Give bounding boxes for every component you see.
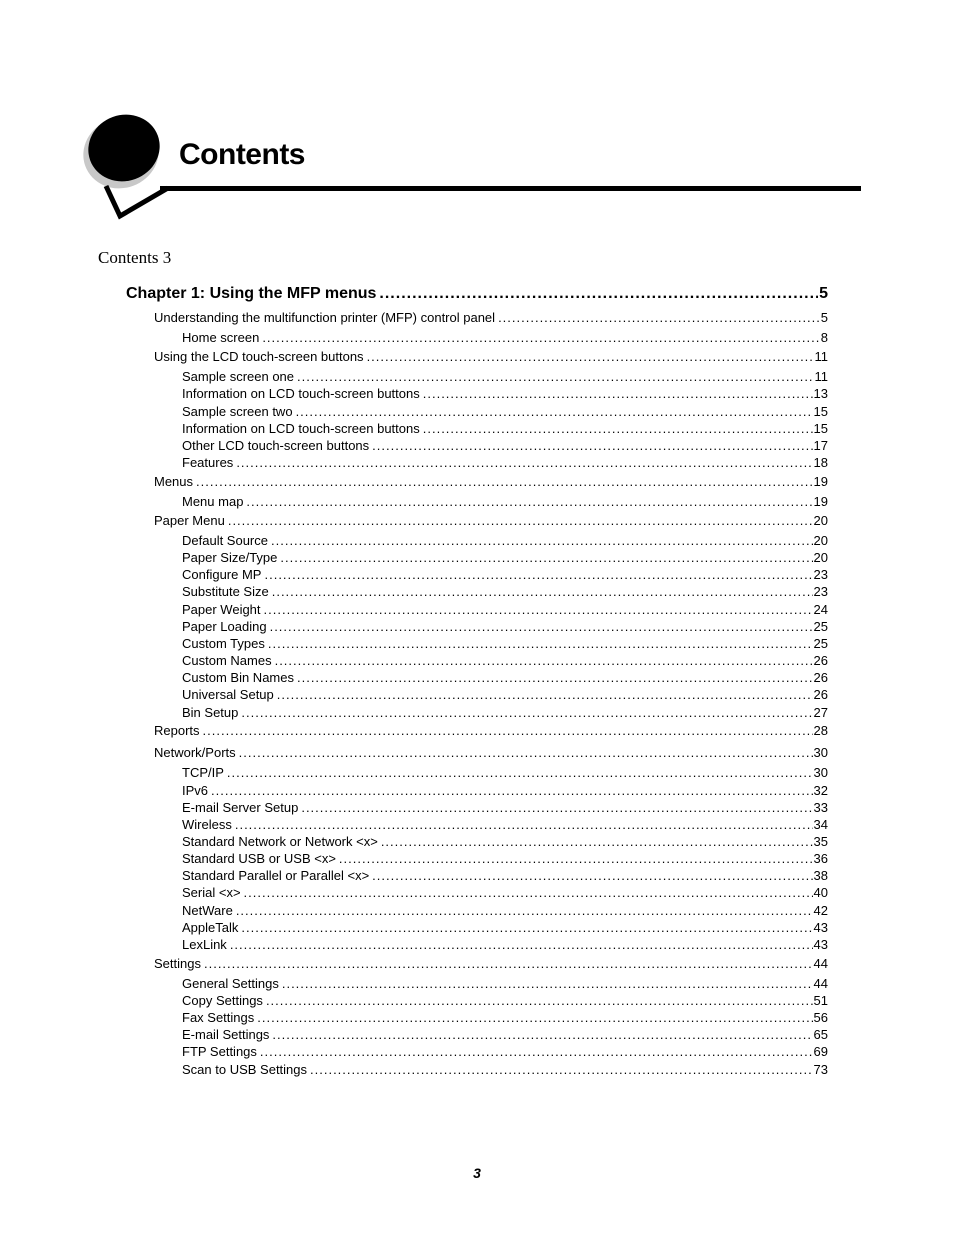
- toc-entry[interactable]: [182, 885, 828, 901]
- toc-entry-page: 5: [819, 285, 828, 302]
- toc-leader-dots: [297, 369, 813, 385]
- toc-entry-page: 73: [813, 1062, 828, 1077]
- toc-entry-page: 13: [813, 386, 828, 401]
- toc-entry-label: Information on LCD touch-screen buttons: [182, 386, 420, 401]
- toc-leader-dots: [268, 636, 813, 652]
- toc-entry-page: 11: [814, 349, 828, 364]
- toc-leader-dots: [277, 687, 813, 703]
- toc-leader-dots: [230, 937, 813, 953]
- toc-entry[interactable]: [182, 404, 828, 420]
- page-number: 3: [473, 1165, 481, 1181]
- toc-entry-label: General Settings: [182, 976, 279, 991]
- toc-entry-label: E-mail Settings: [182, 1027, 270, 1042]
- toc-entry-page: 42: [813, 903, 828, 918]
- toc-entry[interactable]: [182, 670, 828, 686]
- toc-entry-page: 35: [813, 834, 828, 849]
- toc-entry-label: Standard Network or Network <x>: [182, 834, 378, 849]
- toc-leader-dots: [270, 619, 813, 635]
- toc-entry-label: Serial <x>: [182, 885, 241, 900]
- toc-leader-dots: [423, 421, 813, 437]
- toc-entry-page: 34: [813, 817, 828, 832]
- toc-entry[interactable]: [182, 619, 828, 635]
- toc-entry-page: 65: [813, 1027, 828, 1042]
- toc-entry-page: 24: [813, 602, 828, 617]
- toc-leader-dots: [297, 670, 813, 686]
- toc-entry-label: Standard USB or USB <x>: [182, 851, 336, 866]
- toc-entry-label: Custom Bin Names: [182, 670, 294, 685]
- toc-entry[interactable]: [154, 474, 828, 490]
- toc-entry[interactable]: [182, 653, 828, 669]
- toc-leader-dots: [228, 513, 813, 529]
- toc-entry[interactable]: [182, 550, 828, 566]
- toc-entry-page: 26: [813, 670, 828, 685]
- toc-entry[interactable]: [154, 745, 828, 761]
- toc-leader-dots: [296, 404, 813, 420]
- toc-entry[interactable]: [182, 765, 828, 781]
- toc-entry-label: Custom Names: [182, 653, 272, 668]
- toc-entry-label: Features: [182, 455, 234, 470]
- toc-entry[interactable]: [182, 421, 828, 437]
- toc-leader-dots: [379, 284, 818, 304]
- toc-entry-page: 44: [813, 976, 828, 991]
- toc-entry-label: Default Source: [182, 533, 268, 548]
- toc-entry-label: Understanding the multifunction printer (MFP) control panel: [154, 310, 496, 325]
- toc-entry-label: IPv6: [182, 783, 209, 798]
- toc-entry[interactable]: [182, 369, 828, 385]
- toc-entry[interactable]: [182, 705, 828, 721]
- toc-leader-dots: [423, 386, 813, 402]
- toc-entry-label: Settings: [154, 956, 201, 971]
- toc-entry-label: Paper Loading: [182, 619, 267, 634]
- toc-entry-page: 25: [813, 636, 828, 651]
- toc-leader-dots: [339, 851, 813, 867]
- toc-leader-dots: [244, 885, 813, 901]
- toc-entry[interactable]: [182, 438, 828, 454]
- toc-entry-label: Standard Parallel or Parallel <x>: [182, 868, 370, 883]
- toc-leader-dots: [381, 834, 813, 850]
- toc-entry-page: 11: [814, 369, 828, 384]
- toc-entry-label: Scan to USB Settings: [182, 1062, 308, 1077]
- toc-leader-dots: [235, 817, 813, 833]
- toc-entry[interactable]: [182, 494, 828, 510]
- toc-leader-dots: [204, 956, 813, 972]
- toc-leader-dots: [196, 474, 813, 490]
- toc-entry-label: Wireless: [182, 817, 232, 832]
- toc-entry[interactable]: [182, 920, 828, 936]
- toc-entry-label: Using the LCD touch-screen buttons: [154, 349, 364, 364]
- toc-leader-dots: [310, 1062, 813, 1078]
- toc-entry[interactable]: [182, 386, 828, 402]
- toc-entry-page: 33: [813, 800, 828, 815]
- toc-entry[interactable]: [182, 687, 828, 703]
- toc-entry-label: LexLink: [182, 937, 227, 952]
- toc-leader-dots: [372, 868, 812, 884]
- toc-leader-dots: [264, 602, 813, 618]
- toc-leader-dots: [227, 765, 813, 781]
- toc-entry[interactable]: [154, 349, 828, 365]
- toc-leader-dots: [282, 976, 813, 992]
- toc-entry[interactable]: [182, 851, 828, 867]
- toc-entry[interactable]: [182, 1062, 828, 1078]
- toc-entry-label: Universal Setup: [182, 687, 274, 702]
- toc-entry-page: 15: [813, 421, 828, 436]
- toc-entry-label: AppleTalk: [182, 920, 239, 935]
- toc-entry-page: 20: [813, 513, 828, 528]
- toc-entry[interactable]: [182, 976, 828, 992]
- toc-entry-label: E-mail Server Setup: [182, 800, 299, 815]
- toc-entry-page: 44: [813, 956, 828, 971]
- toc-leader-dots: [241, 705, 812, 721]
- toc-entry-label: Paper Weight: [182, 602, 261, 617]
- toc-entry[interactable]: [182, 567, 828, 583]
- toc-leader-dots: [272, 1027, 812, 1043]
- toc-entry-label: FTP Settings: [182, 1044, 257, 1059]
- toc-leader-dots: [236, 903, 813, 919]
- toc-leader-dots: [257, 1010, 812, 1026]
- toc-leader-dots: [211, 783, 813, 799]
- toc-entry-page: 20: [813, 550, 828, 565]
- toc-entry[interactable]: [182, 937, 828, 953]
- toc-entry-page: 8: [820, 330, 828, 345]
- toc-entry-label: Home screen: [182, 330, 260, 345]
- toc-entry-page: 28: [813, 723, 828, 738]
- toc-entry-page: 43: [813, 937, 828, 952]
- toc-entry-label: Substitute Size: [182, 584, 269, 599]
- toc-entry-page: 23: [813, 584, 828, 599]
- toc-entry-page: 19: [813, 494, 828, 509]
- toc-leader-dots: [241, 920, 812, 936]
- toc-entry[interactable]: [182, 868, 828, 884]
- toc-entry-page: 51: [813, 993, 828, 1008]
- toc-entry[interactable]: [182, 1044, 828, 1060]
- toc-entry[interactable]: [182, 1010, 828, 1026]
- toc-entry[interactable]: [182, 1027, 828, 1043]
- toc-entry-label: Fax Settings: [182, 1010, 255, 1025]
- toc-entry-label: Paper Menu: [154, 513, 225, 528]
- toc-entry-label: Other LCD touch-screen buttons: [182, 438, 370, 453]
- toc-entry-label: Copy Settings: [182, 993, 263, 1008]
- toc-leader-dots: [498, 310, 820, 326]
- toc-entry[interactable]: [182, 834, 828, 850]
- toc-entry-page: 23: [813, 567, 828, 582]
- toc-entry-label: Paper Size/Type: [182, 550, 278, 565]
- toc-entry-page: 38: [813, 868, 828, 883]
- toc-entry-page: 17: [813, 438, 828, 453]
- toc-leader-dots: [367, 349, 814, 365]
- toc-entry[interactable]: [154, 513, 828, 529]
- toc-entry[interactable]: [126, 284, 828, 304]
- toc-entry-label: Reports: [154, 723, 200, 738]
- page-title: Contents: [179, 138, 305, 171]
- toc-leader-dots: [246, 494, 812, 510]
- toc-entry[interactable]: [154, 310, 828, 326]
- toc-entry-page: 27: [813, 705, 828, 720]
- toc-entry[interactable]: [182, 993, 828, 1009]
- toc-leader-dots: [280, 550, 812, 566]
- toc-entry-label: Network/Ports: [154, 745, 236, 760]
- toc-leader-dots: [239, 745, 813, 761]
- toc-entry-label: Configure MP: [182, 567, 262, 582]
- toc-entry[interactable]: [182, 903, 828, 919]
- toc-entry-label: Bin Setup: [182, 705, 239, 720]
- toc-leader-dots: [372, 438, 812, 454]
- toc-entry[interactable]: [182, 602, 828, 618]
- toc-entry-page: 69: [813, 1044, 828, 1059]
- toc-entry[interactable]: [182, 584, 828, 600]
- toc-entry[interactable]: [182, 455, 828, 471]
- toc-entry[interactable]: [182, 817, 828, 833]
- toc-leader-dots: [272, 584, 813, 600]
- breadcrumb: Contents 3: [98, 248, 172, 267]
- toc-entry-page: 36: [813, 851, 828, 866]
- toc-entry-page: 18: [813, 455, 828, 470]
- toc-entry-label: Information on LCD touch-screen buttons: [182, 421, 420, 436]
- toc-entry[interactable]: [182, 783, 828, 799]
- toc-leader-dots: [301, 800, 812, 816]
- toc-entry-page: 15: [813, 404, 828, 419]
- toc-entry-page: 20: [813, 533, 828, 548]
- toc-entry-page: 30: [813, 765, 828, 780]
- toc-entry-page: 26: [813, 687, 828, 702]
- toc-entry-page: 30: [813, 745, 828, 760]
- toc-entry[interactable]: [182, 800, 828, 816]
- toc-entry-label: Menus: [154, 474, 194, 489]
- toc-entry-page: 32: [813, 783, 828, 798]
- toc-leader-dots: [236, 455, 812, 471]
- toc-entry-label: TCP/IP: [182, 765, 224, 780]
- toc-entry-page: 26: [813, 653, 828, 668]
- toc-entry-label: NetWare: [182, 903, 233, 918]
- toc-leader-dots: [275, 653, 813, 669]
- toc-leader-dots: [260, 1044, 813, 1060]
- toc-leader-dots: [266, 993, 813, 1009]
- toc-leader-dots: [262, 330, 819, 346]
- toc-entry-page: 25: [813, 619, 828, 634]
- toc-entry[interactable]: [182, 636, 828, 652]
- toc-entry[interactable]: [154, 723, 828, 739]
- toc-entry-label: Chapter 1: Using the MFP menus: [126, 285, 377, 302]
- toc-entry-page: 40: [813, 885, 828, 900]
- toc-entry-page: 19: [813, 474, 828, 489]
- toc-leader-dots: [264, 567, 812, 583]
- toc-entry-label: Sample screen one: [182, 369, 295, 384]
- toc-entry[interactable]: [182, 330, 828, 346]
- toc-entry[interactable]: [182, 533, 828, 549]
- toc-entry-page: 5: [820, 310, 828, 325]
- toc-entry-page: 43: [813, 920, 828, 935]
- toc-entry[interactable]: [154, 956, 828, 972]
- toc-entry-label: Sample screen two: [182, 404, 293, 419]
- toc-entry-label: Menu map: [182, 494, 244, 509]
- toc-leader-dots: [203, 723, 813, 739]
- toc-leader-dots: [271, 533, 813, 549]
- toc-entry-page: 56: [813, 1010, 828, 1025]
- toc-entry-label: Custom Types: [182, 636, 265, 651]
